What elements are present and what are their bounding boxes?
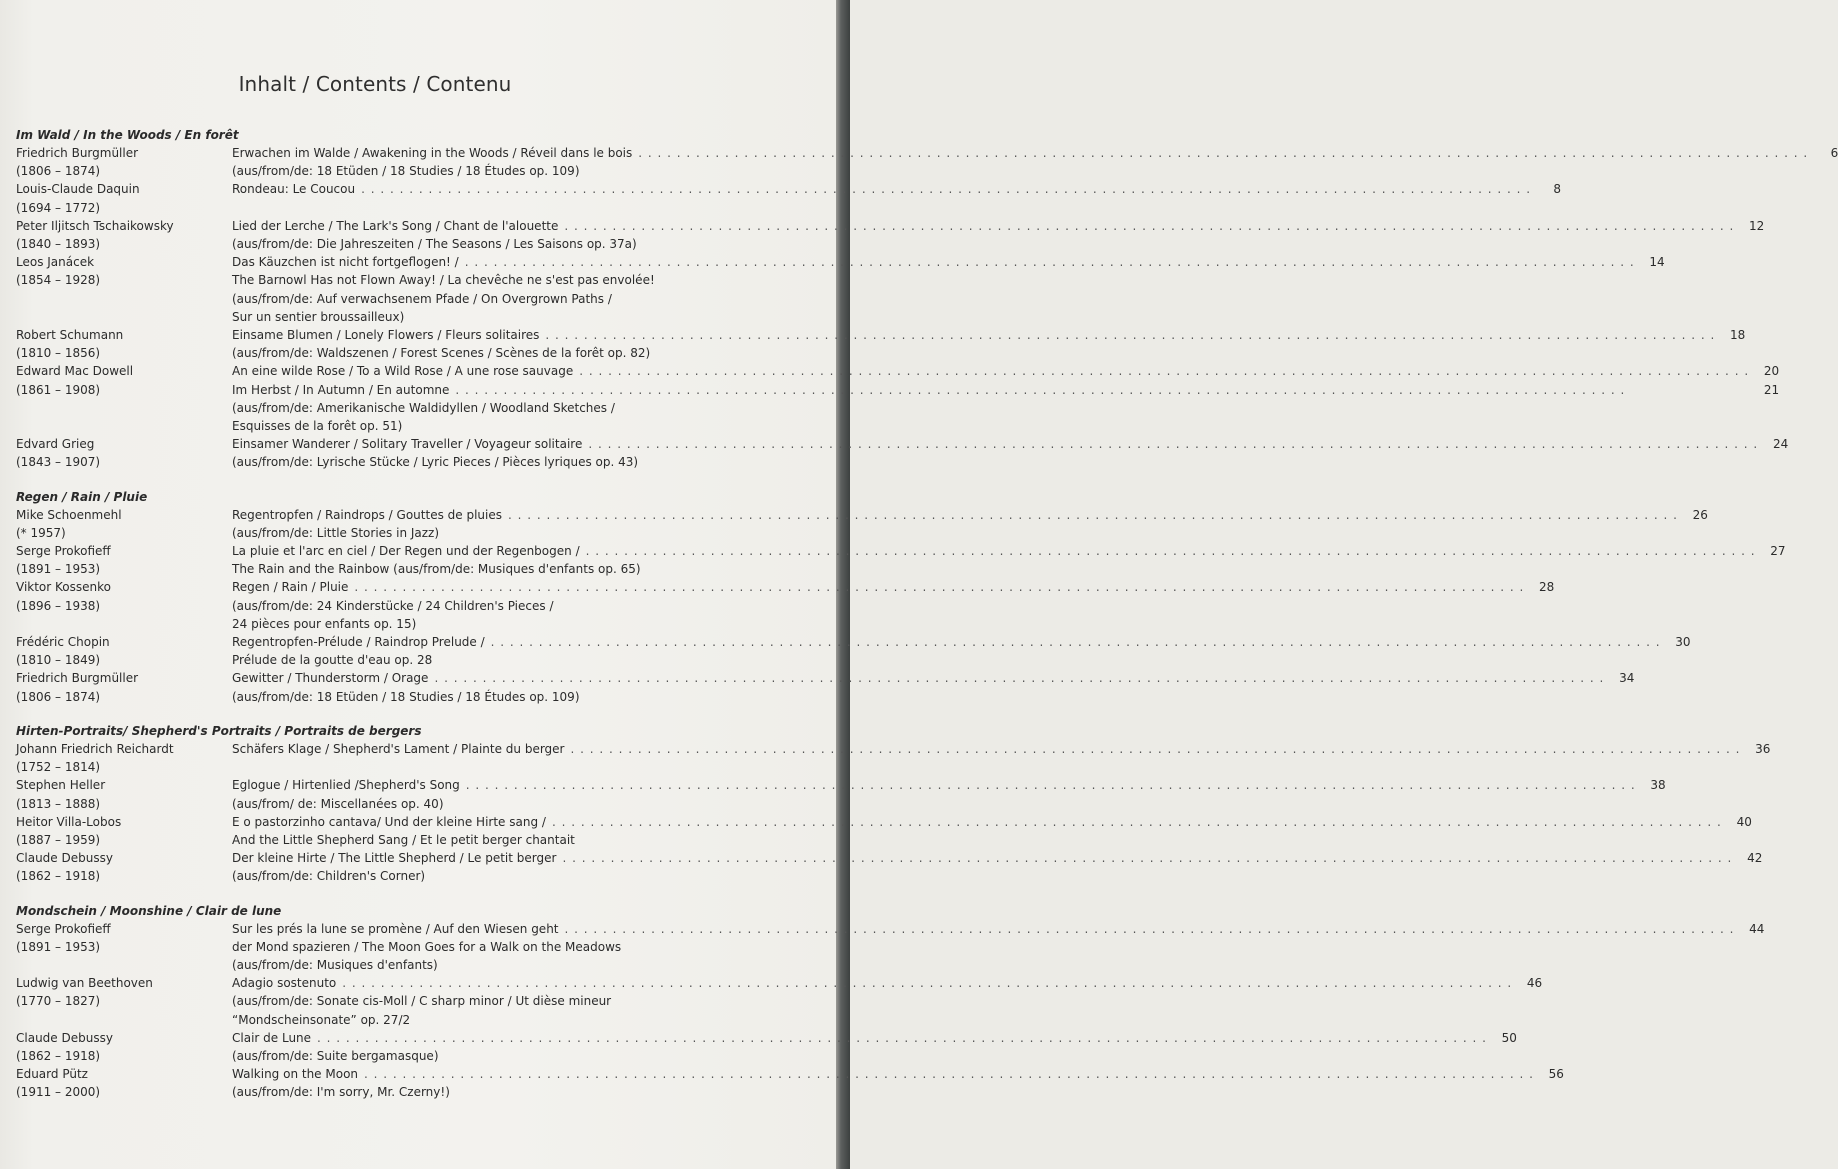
work-line [232,235,1764,253]
work-title: Schäfers Klage / Shepherd's Lament / Plainte du berger [232,741,565,756]
dot-leader [317,1029,1487,1047]
work-line [232,938,1764,956]
toc-entry [16,669,1635,705]
composer-name: Peter Iljitsch Tschaikowsky [16,218,174,233]
work-title: 24 pièces pour enfants op. 15) [232,616,417,631]
work-line [232,578,1554,596]
composer-years: (1911 – 2000) [16,1085,101,1100]
work-title: (aus/from/de: Die Jahreszeiten / The Seasons / Les Saisons op. 37a) [232,237,637,252]
composer-years: (1810 – 1849) [16,653,101,668]
composer-years: (1887 – 1959) [16,832,101,847]
work-line [232,453,1788,471]
composer-cell [16,813,232,849]
composer-name: Stephen Heller [16,778,106,793]
toc-entry [16,180,1562,216]
work-title: (aus/from/de: Amerikanische Waldidyllen / Woodland Sketches / [232,400,615,415]
page-number: 21 [1763,382,1780,397]
work-title: (aus/from/de: Lyrische Stücke / Lyric Pieces / Pièces lyriques op. 43) [232,455,639,470]
work-title: Einsamer Wanderer / Solitary Traveller / Voyageur solitaire [232,437,583,452]
work-line [232,542,1786,560]
composer-years: (1862 – 1918) [16,1048,101,1063]
page-number: 12 [1749,218,1765,233]
work-line [232,831,1752,849]
work-line [232,308,1665,326]
composer-cell [16,669,232,705]
work-line [232,849,1762,867]
composer-name: Edvard Grieg [16,437,95,452]
toc-entry [16,435,1789,471]
work-title: And the Little Shepherd Sang / Et le petit berger chantait [232,832,575,847]
toc-entry [16,633,1691,669]
work-line [232,1011,1542,1029]
composer-cell [16,974,232,1029]
work-line [232,162,1838,180]
work-title: “Mondscheinsonate” op. 27/2 [232,1012,411,1027]
dot-leader [491,633,1661,651]
work-line [232,506,1708,524]
composer-name: Serge Prokofieff [16,921,111,936]
work-line [232,326,1745,344]
work-line [232,144,1838,162]
page-number: 42 [1747,851,1763,866]
toc-section [16,488,1786,706]
work-title: E o pastorzinho cantava/ Und der kleine Hirte sang / [232,814,546,829]
work-title: der Mond spazieren / The Moon Goes for a Walk on the Meadows [232,939,622,954]
work-line [232,1083,1564,1101]
composer-cell [16,362,232,435]
toc-entry [16,974,1543,1029]
works-cell [232,974,1542,1029]
dot-leader [586,542,1756,560]
composer-cell [16,849,232,885]
work-title: The Rain and the Rainbow (aus/from/de: Musiques d'enfants op. 65) [232,562,641,577]
work-line [232,920,1764,938]
composer-years: (1770 – 1827) [16,994,101,1009]
page-number: 30 [1675,635,1691,650]
work-line [232,399,1779,417]
composer-cell [16,326,232,362]
section-title: Regen / Rain / Pluie [16,489,148,504]
works-cell [232,542,1786,578]
work-line [232,253,1665,271]
composer-years: (* 1957) [16,525,66,540]
composer-years: (1806 – 1874) [16,164,101,179]
composer-years: (1843 – 1907) [16,455,101,470]
toc-entry [16,1029,1517,1065]
composer-name: Ludwig van Beethoven [16,976,153,991]
work-line [232,417,1779,435]
work-line [232,271,1665,289]
page-number: 38 [1650,778,1666,793]
work-line [232,1047,1517,1065]
toc-entry [16,217,1765,253]
dot-leader [361,180,1531,198]
composer-name: Edward Mac Dowell [16,364,134,379]
composer-name: Eduard Pütz [16,1067,88,1082]
work-line [232,344,1745,362]
section-title: Im Wald / In the Woods / En forêt [16,128,239,142]
page-number: 24 [1772,437,1789,452]
composer-years: (1752 – 1814) [16,760,101,775]
work-line [232,217,1764,235]
work-title: (aus/from/de: Musiques d'enfants) [232,957,438,972]
page-number: 50 [1501,1030,1517,1045]
composer-name: Robert Schumann [16,328,124,343]
work-title: The Barnowl Has not Flown Away! / La chevêche ne s'est pas envolée! [232,273,655,288]
composer-cell [16,633,232,669]
dot-leader [465,253,1635,271]
composer-cell [16,578,232,633]
composer-name: Heitor Villa-Lobos [16,814,122,829]
work-title: (aus/from/de: 18 Etüden / 18 Studies / 18 Études op. 109) [232,689,580,704]
dot-leader [564,217,1734,235]
page-number: 46 [1526,976,1543,991]
work-title: An eine wilde Rose / To a Wild Rose / A une rose sauvage [232,364,574,379]
work-line [232,524,1708,542]
composer-cell [16,435,232,471]
work-title: (aus/from/de: 24 Kinderstücke / 24 Children's Pieces / [232,598,554,613]
work-line [232,956,1764,974]
work-line [232,290,1665,308]
page-number: 56 [1548,1067,1564,1082]
dot-leader [570,740,1740,758]
works-cell [232,776,1666,812]
work-line [232,688,1634,706]
composer-years: (1891 – 1953) [16,562,101,577]
works-cell [232,180,1561,216]
page-number: 36 [1755,741,1771,756]
composer-cell [16,542,232,578]
dot-leader [588,435,1758,453]
dot-leader [354,578,1524,596]
toc-entry [16,362,1780,435]
dot-leader [455,381,1749,399]
composer-years: (1891 – 1953) [16,939,101,954]
works-cell [232,669,1634,705]
composer-name: Louis-Claude Daquin [16,182,140,197]
page-number: 44 [1749,921,1765,936]
works-cell [232,849,1762,885]
work-title: Erwachen im Walde / Awakening in the Woods / Réveil dans le bois [232,146,633,160]
composer-cell [16,253,232,326]
composer-cell [16,1029,232,1065]
work-title: Rondeau: Le Coucou [232,182,356,197]
works-cell [232,633,1691,669]
composer-name: Johann Friedrich Reichardt [16,741,174,756]
page-number: 34 [1619,671,1635,686]
work-line [232,651,1691,669]
work-line [232,633,1691,651]
composer-years: (1840 – 1893) [16,237,101,252]
toc-section [16,902,1765,1102]
work-title: (aus/from/de: Suite bergamasque) [232,1048,439,1063]
page-number: 18 [1730,328,1746,343]
composer-name: Friedrich Burgmüller [16,146,139,160]
toc-entry [16,776,1666,812]
dot-leader [342,974,1512,992]
work-title: (aus/from/de: Children's Corner) [232,869,426,884]
composer-cell [16,144,232,180]
section-title: Hirten-Portraits/ Shepherd's Portraits / Portraits de bergers [16,723,422,738]
work-title: (aus/from/de: Auf verwachsenem Pfade / On Overgrown Paths / [232,291,612,306]
work-title: Der kleine Hirte / The Little Shepherd / Le petit berger [232,851,557,866]
work-title: Einsame Blumen / Lonely Flowers / Fleurs solitaires [232,328,540,343]
composer-name: Leos Janácek [16,255,95,270]
work-line [232,992,1542,1010]
dot-leader [552,813,1722,831]
work-line [232,795,1666,813]
work-title: Regentropfen-Prélude / Raindrop Prelude / [232,635,485,650]
page-number: 27 [1770,544,1786,559]
work-line [232,740,1770,758]
work-title: Sur les prés la lune se promène / Auf den Wiesen geht [232,921,559,936]
work-title: Eglogue / Hirtenlied /Shepherd's Song [232,778,460,793]
work-line [232,560,1786,578]
works-cell [232,144,1838,180]
toc-entry [16,740,1771,776]
composer-years: (1813 – 1888) [16,796,101,811]
composer-years: (1896 – 1938) [16,598,101,613]
works-cell [232,740,1770,776]
dot-leader [638,144,1808,162]
page-title: Inhalt / Contents / Contenu [238,72,512,96]
composer-cell [16,740,232,776]
work-title: Clair de Lune [232,1030,312,1045]
composer-name: Serge Prokofieff [16,544,111,559]
page-number: 8 [1553,182,1562,197]
works-cell [232,813,1752,849]
work-title: Gewitter / Thunderstorm / Orage [232,671,429,686]
work-title: Lied der Lerche / The Lark's Song / Chant de l'alouette [232,218,559,233]
toc-entry [16,813,1752,849]
dot-leader [508,506,1678,524]
work-title: Esquisses de la forêt op. 51) [232,419,403,434]
composer-name: Viktor Kossenko [16,580,111,595]
work-title: Sur un sentier broussailleux) [232,309,405,324]
work-line [232,1065,1564,1083]
work-line [232,381,1779,399]
work-line [232,180,1561,198]
page-number: 40 [1736,814,1752,829]
work-title: (aus/from/de: 18 Etüden / 18 Studies / 18 Études op. 109) [232,164,580,179]
work-line [232,669,1634,687]
composer-cell [16,1065,232,1101]
toc-entry [16,542,1786,578]
dot-leader [466,776,1636,794]
toc-section [16,722,1771,886]
toc-entry [16,506,1708,542]
work-title: Das Käuzchen ist nicht fortgeflogen! / [232,255,459,270]
composer-name: Friedrich Burgmüller [16,671,139,686]
work-line [232,362,1779,380]
works-cell [232,578,1554,633]
toc-entry [16,578,1555,633]
toc-entry [16,144,1838,180]
composer-cell [16,920,232,975]
work-line [232,597,1554,615]
work-line [232,974,1542,992]
work-title: Adagio sostenuto [232,976,337,991]
work-title: (aus/from/de: Sonate cis-Moll / C sharp minor / Ut dièse mineur [232,994,612,1009]
composer-name: Claude Debussy [16,1030,113,1045]
composer-cell [16,180,232,216]
composer-cell [16,217,232,253]
composer-years: (1806 – 1874) [16,689,101,704]
composer-name: Mike Schoenmehl [16,507,122,522]
work-line [232,1029,1517,1047]
toc-entry [16,849,1763,885]
composer-years: (1694 – 1772) [16,200,101,215]
work-title: (aus/from/de: Waldszenen / Forest Scenes / Scènes de la forêt op. 82) [232,346,651,361]
work-line [232,615,1554,633]
dot-leader [434,669,1604,687]
toc-entry [16,1065,1564,1101]
composer-name: Frédéric Chopin [16,635,110,650]
work-title: Im Herbst / In Autumn / En automne [232,382,450,397]
section-title: Mondschein / Moonshine / Clair de lune [16,903,282,918]
page-number: 20 [1763,364,1780,379]
work-title: Regen / Rain / Pluie [232,580,349,595]
works-cell [232,1029,1517,1065]
works-cell [232,1065,1564,1101]
work-line [232,435,1788,453]
composer-cell [16,506,232,542]
composer-years: (1861 – 1908) [16,382,101,397]
works-cell [232,253,1665,326]
page-number: 26 [1692,507,1708,522]
page-number: 14 [1649,255,1665,270]
works-cell [232,920,1764,975]
works-cell [232,362,1779,435]
work-title: Regentropfen / Raindrops / Gouttes de pluies [232,507,502,522]
composer-years: (1854 – 1928) [16,273,101,288]
works-cell [232,435,1788,471]
work-title: (aus/from/de: Little Stories in Jazz) [232,525,440,540]
work-line [232,867,1762,885]
dot-leader [562,849,1732,867]
work-title: (aus/from/ de: Miscellanées op. 40) [232,796,444,811]
toc-entry [16,253,1665,326]
dot-leader [579,362,1749,380]
composer-cell [16,776,232,812]
composer-years: (1810 – 1856) [16,346,101,361]
toc-section [16,126,1838,472]
dot-leader [545,326,1715,344]
table-of-contents [16,126,1838,1118]
page-number: 28 [1539,580,1555,595]
page-number: 6 [1830,146,1838,160]
composer-years: (1862 – 1918) [16,869,101,884]
toc-entry [16,920,1765,975]
work-title: La pluie et l'arc en ciel / Der Regen und der Regenbogen / [232,544,580,559]
works-cell [232,217,1764,253]
works-cell [232,326,1745,362]
composer-name: Claude Debussy [16,851,113,866]
work-title: (aus/from/de: I'm sorry, Mr. Czerny!) [232,1085,450,1100]
dot-leader [565,920,1735,938]
dot-leader [364,1065,1534,1083]
work-title: Walking on the Moon [232,1067,359,1082]
work-line [232,813,1752,831]
work-title: Prélude de la goutte d'eau op. 28 [232,653,433,668]
toc-entry [16,326,1746,362]
works-cell [232,506,1708,542]
work-line [232,776,1666,794]
